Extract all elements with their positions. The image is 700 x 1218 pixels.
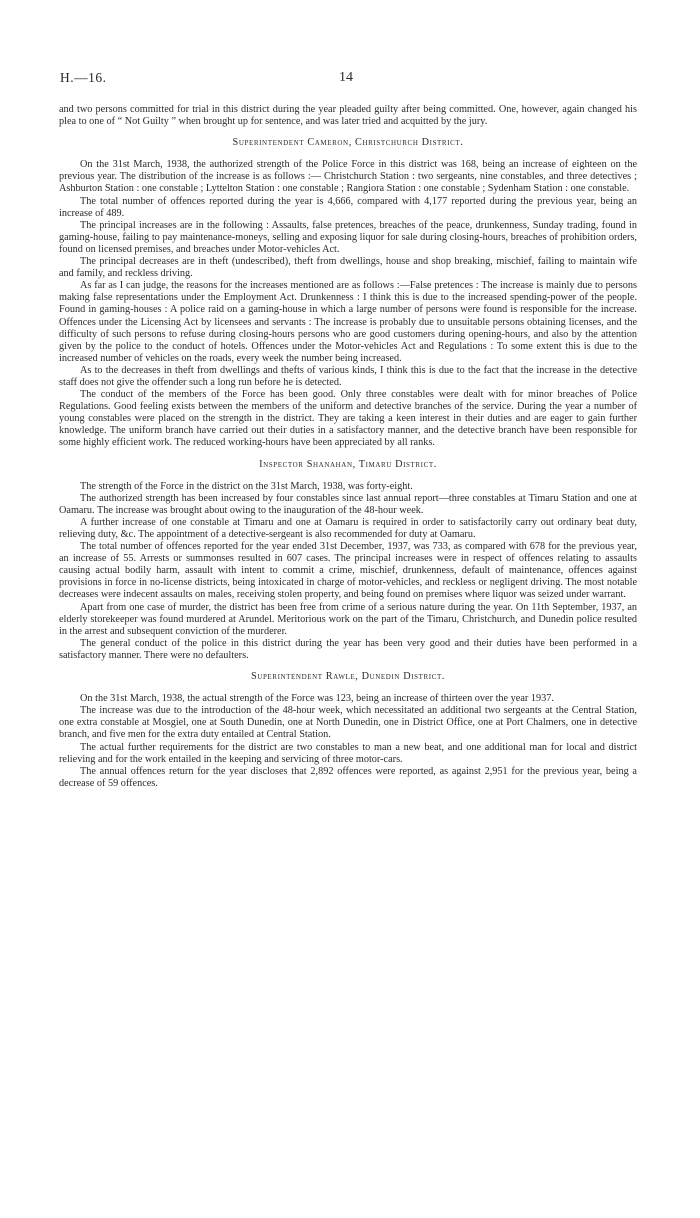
paragraph: Apart from one case of murder, the district has been free from crime of a serious nature during the year. On 11th September, 1937, an elderly storekeeper was found murdered at Arundel. Meritorious work on the part of the Timaru, Christchurch, and Dunedin police resulted in the arrest and subsequent conviction of the murderer. [59, 601, 637, 637]
paragraph: As far as I can judge, the reasons for the increases mentioned are as follows :—False pretences : The increase is mainly due to persons making false representations under the Employment Act. Drunkenness : I think this is due to the increased spending-power of the people. Found in gaming-houses : A police raid on a gaming-house in which a large number of persons were found is responsible for the increase. Offences under the Licensing Act by licensees and servants : The increase is probably due to unsuitable persons obtaining licenses, and the difficulty of such persons to refuse during closing-hours persons who are good customers during opening-hours, and also by the attention given by the police to the conduct of hotels. Offences under the Motor-vehicles Act and Regulations : To some extent this is due to the increased number of vehicles on the roads, every week the number being increased. [59, 280, 637, 364]
document-body [59, 104, 637, 790]
paragraph: The total number of offences reported during the year is 4,666, compared with 4,177 reported during the previous year, being an increase of 489. [59, 195, 637, 219]
paragraph: The authorized strength has been increased by four constables since last annual report—three constables at Timaru Station and one at Oamaru. The increase was brought about owing to the inauguration of the 48-hour week. [59, 492, 637, 516]
paragraph: The actual further requirements for the district are two constables to man a new beat, and one additional man for local and district relieving and for the work entailed in the keeping and servicing of three motor-cars. [59, 741, 637, 765]
report-reference: H.—16. [60, 70, 107, 85]
paragraph: As to the decreases in theft from dwellings and thefts of various kinds, I think this is due to the fact that the increase in the detective staff does not give the offender such a long run before he is detected. [59, 364, 637, 388]
paragraph: On the 31st March, 1938, the authorized strength of the Police Force in this district was 168, being an increase of eighteen on the previous year. The distribution of the increase is as follows :— Christchurch Station : two sergeants, nine constables, and three detectives ; Ashburton Station : one constable ; Lyttelton Station : one constable ; Rangiora Station : one constable ; Sydenham Station : one constable. [59, 159, 637, 195]
paragraph: On the 31st March, 1938, the actual strength of the Force was 123, being an increase of thirteen over the year 1937. [80, 693, 554, 705]
paragraph: The principal increases are in the following : Assaults, false pretences, breaches of the peace, drunkenness, Sunday trading, found in gaming-house, failing to pay maintenance-moneys, selling and exposing liquor for sale during closing-hours, breaches of prohibition orders, found on licensed premises, and breaches under Motor-vehicles Act. [59, 219, 637, 255]
paragraph: The total number of offences reported for the year ended 31st December, 1937, was 733, as compared with 678 for the previous year, an increase of 55. Arrests or summonses resulted in 607 cases. The principal increases were in respect of offences relating to assaults causing actual bodily harm, assault with intent to commit a crime, mischief, drunkenness, default of maintenance, offences against provisions in force in no-license districts, being intoxicated in charge of motor-vehicles, and reckless or negligent driving. The most notable decreases were indecent assaults on males, receiving stolen property, and being found on premises where liquor was seized under warrant. [59, 541, 637, 601]
page-number: 14 [339, 70, 353, 85]
section-heading-dunedin: Superintendent Rawle, Dunedin District. [250, 671, 446, 683]
paragraph: The conduct of the members of the Force has been good. Only three constables were dealt with for minor breaches of Police Regulations. Good feeling exists between the members of the uniform and detective branches of the service. During the year a number of young constables were placed on the strength in the district. They are taking a keen interest in their duties and are eager to gain further knowledge. The uniform branch have carried out their duties in a satisfactory manner, and the detective branch have been responsible for some highly efficient work. The reduced working-hours have been appreciated by all ranks. [59, 389, 637, 449]
paragraph: A further increase of one constable at Timaru and one at Oamaru is required in order to satisfactorily carry out ordinary beat duty, relieving duty, &c. The appointment of a detective-sergeant is also recommended for duty at Oamaru. [59, 516, 637, 540]
paragraph: The general conduct of the police in this district during the year has been very good and their duties have been performed in a satisfactory manner. There were no defaulters. [59, 637, 637, 661]
section-heading-timaru: Inspector Shanahan, Timaru District. [259, 458, 437, 470]
paragraph: The principal decreases are in theft (undescribed), theft from dwellings, house and shop breaking, mischief, failing to maintain wife and family, and reckless driving. [59, 256, 637, 280]
paragraph: The annual offences return for the year discloses that 2,892 offences were reported, as against 2,951 for the previous year, being a decrease of 59 offences. [59, 765, 637, 789]
paragraph: The increase was due to the introduction of the 48-hour week, which necessitated an additional two sergeants at the Central Station, one extra constable at Mosgiel, one at South Dunedin, one at North Dunedin, one in District Office, one at Port Chalmers, one in detective branch, and five men for the extra duty entailed at Central Station. [59, 705, 637, 741]
paragraph: The strength of the Force in the district on the 31st March, 1938, was forty-eight. [80, 480, 413, 492]
paragraph: and two persons committed for trial in this district during the year pleaded guilty after being committed. One, however, again changed his plea to one of “ Not Guilty ” when brought up for sentence, and was later tried and acquitted by the jury. [59, 104, 637, 128]
section-heading-christchurch: Superintendent Cameron, Christchurch District. [232, 137, 464, 149]
page-header [60, 70, 637, 90]
